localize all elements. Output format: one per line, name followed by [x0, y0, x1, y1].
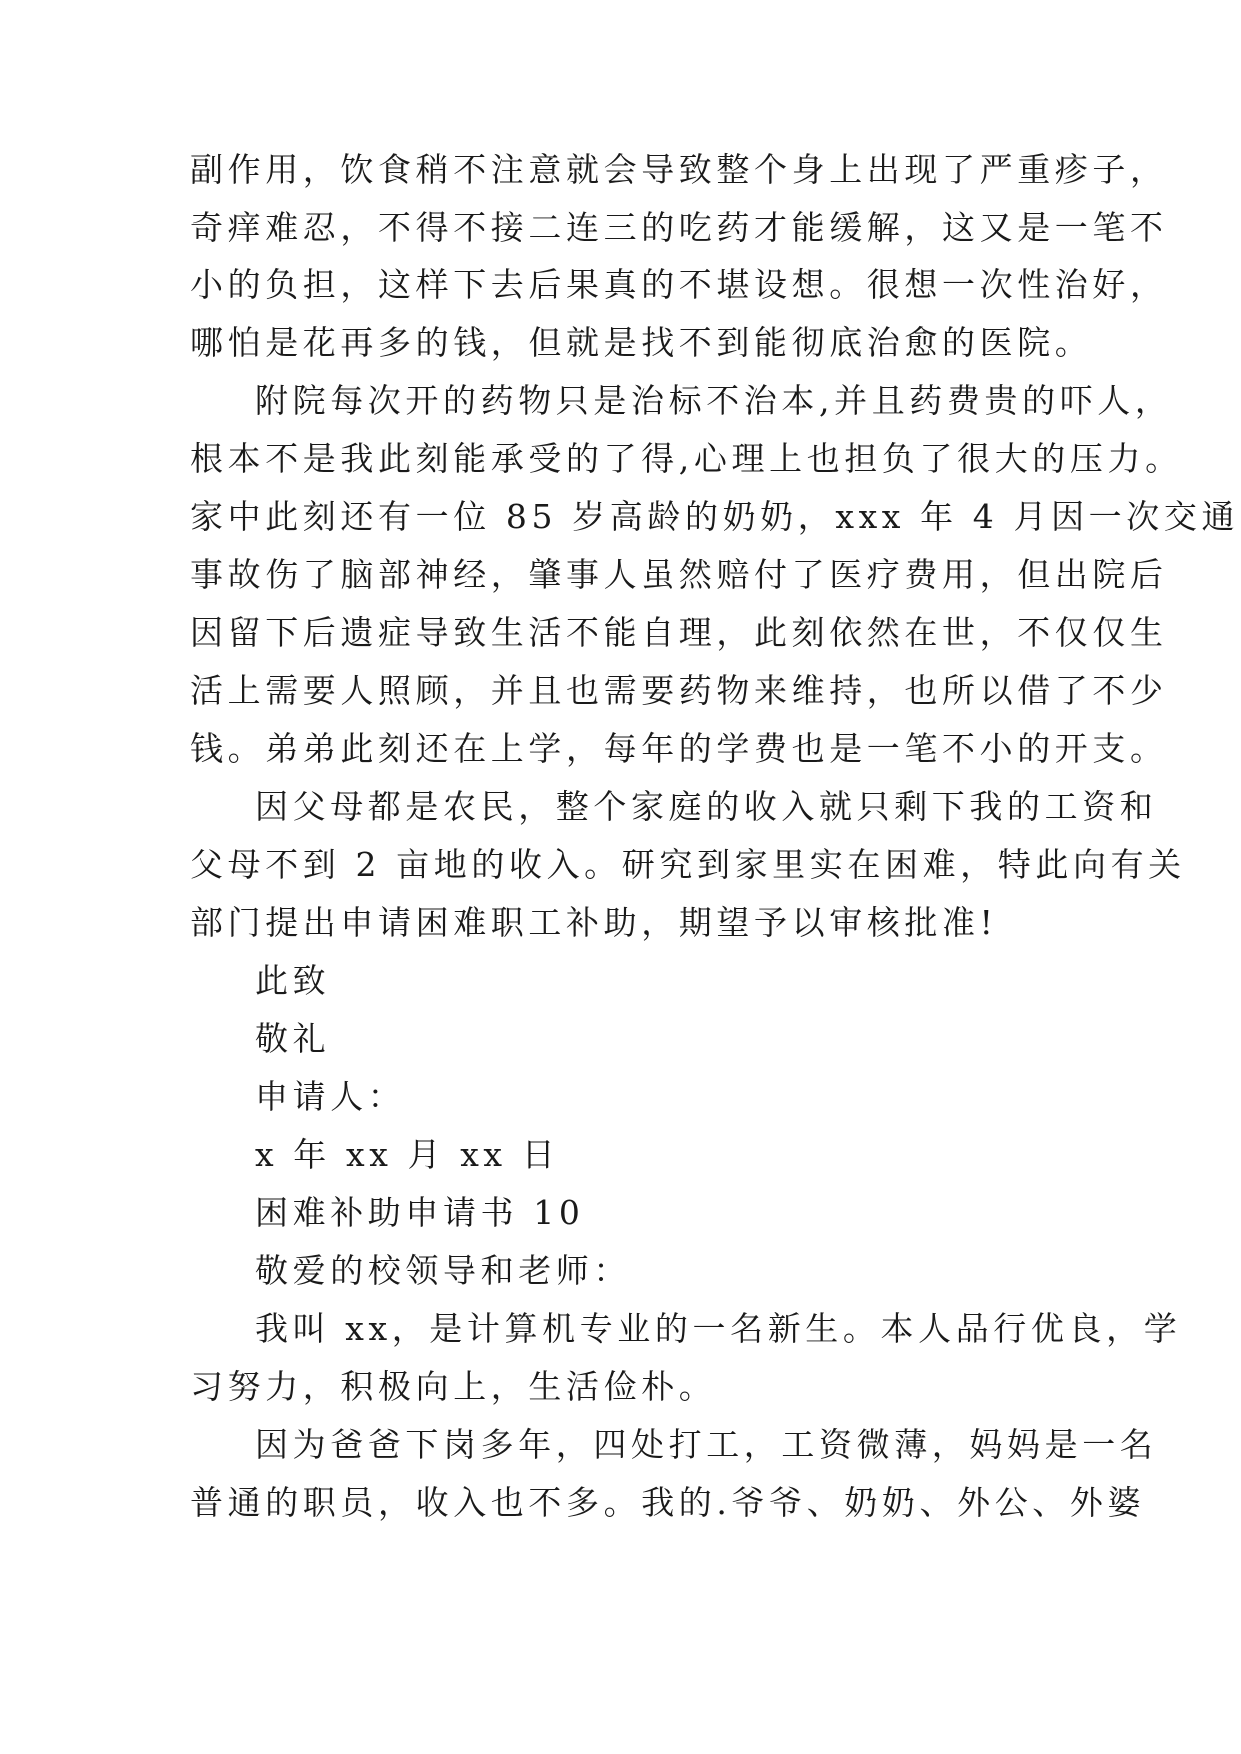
salutation-line: 敬礼 [255, 1019, 331, 1058]
text-line: 钱。弟弟此刻还在上学，每年的学费也是一笔不小的开支。 [190, 729, 1168, 768]
text-line: 父母不到 2 亩地的收入。研究到家里实在困难，特此向有关 [190, 845, 1186, 884]
text-line: 副作用，饮食稍不注意就会导致整个身上出现了严重疹子， [190, 150, 1168, 189]
text-line: 奇痒难忍，不得不接二连三的吃药才能缓解，这又是一笔不 [190, 208, 1168, 247]
text-line: 普通的职员，收入也不多。我的.爷爷、奶奶、外公、外婆 [190, 1483, 1146, 1522]
text-line: 因留下后遗症导致生活不能自理，此刻依然在世，不仅仅生 [190, 613, 1168, 652]
text-line: 部门提出申请困难职工补助，期望予以审核批准! [190, 903, 998, 942]
greeting-line: 敬爱的校领导和老师： [255, 1251, 631, 1290]
paragraph-start-line: 因父母都是农民，整个家庭的收入就只剩下我的工资和 [255, 787, 1158, 826]
section-title: 困难补助申请书 10 [255, 1193, 585, 1232]
closing-line: 此致 [255, 961, 331, 1000]
text-line: 事故伤了脑部神经，肇事人虽然赔付了医疗费用，但出院后 [190, 555, 1168, 594]
date-line: x 年 xx 月 xx 日 [255, 1135, 560, 1174]
text-line: 活上需要人照顾，并且也需要药物来维持，也所以借了不少 [190, 671, 1168, 710]
text-line: 家中此刻还有一位 85 岁高龄的奶奶，xxx 年 4 月因一次交通 [190, 497, 1240, 536]
applicant-label: 申请人： [255, 1077, 406, 1116]
text-line: 小的负担，这样下去后果真的不堪设想。很想一次性治好， [190, 265, 1168, 304]
text-line: 根本不是我此刻能承受的了得,心理上也担负了很大的压力。 [190, 439, 1183, 478]
paragraph-start-line: 我叫 xx，是计算机专业的一名新生。本人品行优良，学 [255, 1309, 1182, 1348]
text-line: 习努力，积极向上，生活俭朴。 [190, 1367, 717, 1406]
paragraph-start-line: 附院每次开的药物只是治标不治本,并且药费贵的吓人， [255, 381, 1173, 420]
text-line: 哪怕是花再多的钱，但就是找不到能彻底治愈的医院。 [190, 323, 1093, 362]
paragraph-start-line: 因为爸爸下岗多年，四处打工，工资微薄，妈妈是一名 [255, 1425, 1158, 1464]
